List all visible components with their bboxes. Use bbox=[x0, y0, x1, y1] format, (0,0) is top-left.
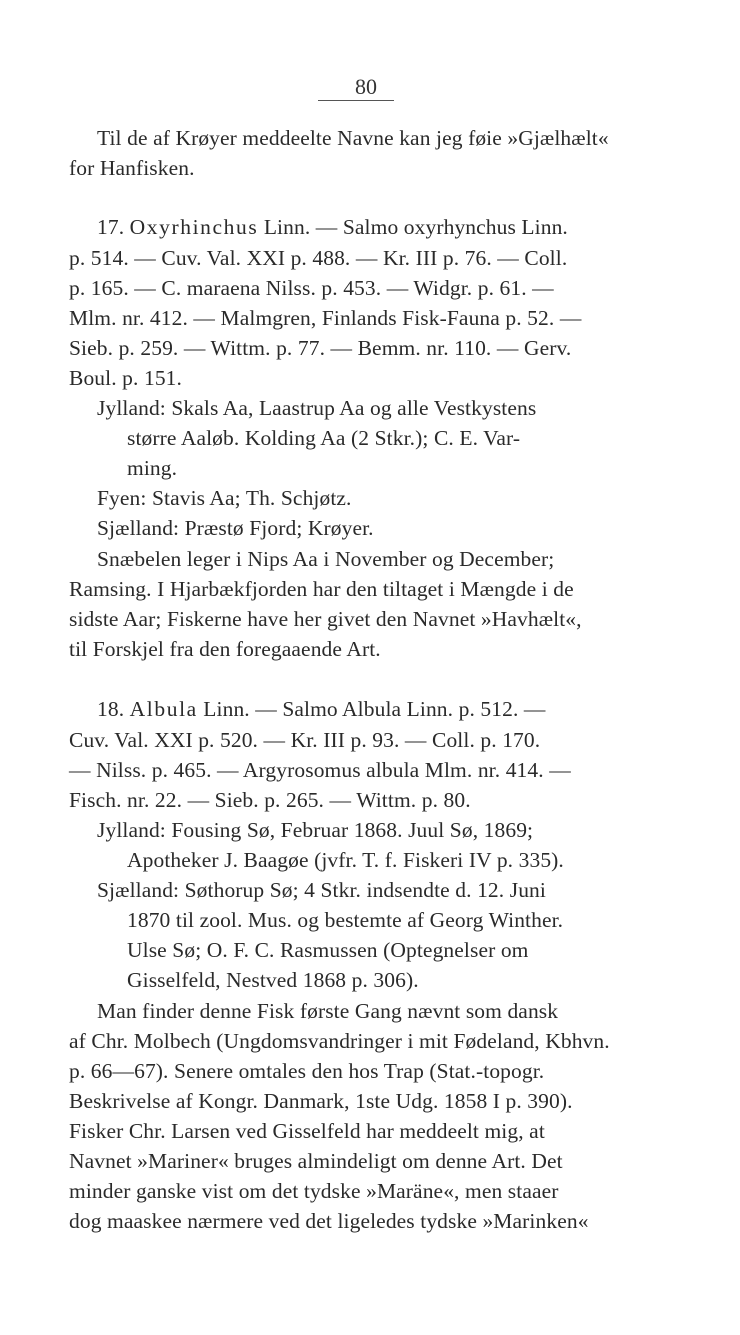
entry-17-locality: Jylland: Skals Aa, Laastrup Aa og alle Vestkystens bbox=[97, 396, 537, 420]
entry-17-ref-line: Sieb. p. 259. — Wittm. p. 77. — Bemm. nr. 110. — Gerv. bbox=[69, 336, 572, 360]
entry-18-heading bbox=[97, 696, 546, 722]
entry-17-number: 17. bbox=[97, 215, 125, 239]
entry-18-locality: Sjælland: Søthorup Sø; 4 Stkr. indsendte d. 12. Juni bbox=[97, 878, 546, 902]
entry-18-note: minder ganske vist om det tydske »Maräne«, men staaer bbox=[69, 1179, 559, 1203]
entry-18-note: Man finder denne Fisk første Gang nævnt som dansk bbox=[97, 999, 559, 1023]
entry-18-note: Beskrivelse af Kongr. Danmark, 1ste Udg. 1858 I p. 390). bbox=[69, 1089, 573, 1113]
entry-17-note: sidste Aar; Fiskerne have her givet den Navnet »Havhælt«, bbox=[69, 607, 582, 631]
entry-18-note: af Chr. Molbech (Ungdomsvandringer i mit Fødeland, Kbhvn. bbox=[69, 1029, 610, 1053]
entry-17-locality: Sjælland: Præstø Fjord; Krøyer. bbox=[97, 516, 374, 540]
entry-18-head-text: Linn. — Salmo Albula Linn. p. 512. — bbox=[203, 697, 546, 721]
entry-17-note: til Forskjel fra den foregaaende Art. bbox=[69, 637, 381, 661]
entry-18-locality: 1870 til zool. Mus. og bestemte af Georg Winther. bbox=[127, 908, 564, 932]
entry-17-heading bbox=[97, 214, 568, 240]
intro-line-2: for Hanfisken. bbox=[69, 156, 195, 180]
entry-18-ref-line: Cuv. Val. XXI p. 520. — Kr. III p. 93. — Coll. p. 170. bbox=[69, 728, 541, 752]
entry-17-ref-line: p. 514. — Cuv. Val. XXI p. 488. — Kr. III p. 76. — Coll. bbox=[69, 246, 568, 270]
intro-line-1: Til de af Krøyer meddeelte Navne kan jeg føie »Gjælhælt« bbox=[97, 126, 609, 150]
entry-18-ref-line: — Nilss. p. 465. — Argyrosomus albula Mlm. nr. 414. — bbox=[69, 758, 571, 782]
entry-17-note: Ramsing. I Hjarbækfjorden har den tiltaget i Mængde i de bbox=[69, 577, 574, 601]
entry-18-note: Fisker Chr. Larsen ved Gisselfeld har meddeelt mig, at bbox=[69, 1119, 545, 1143]
entry-18-ref-line: Fisch. nr. 22. — Sieb. p. 265. — Wittm. p. 80. bbox=[69, 788, 471, 812]
entry-18-note: dog maaskee nærmere ved det ligeledes tydske »Marinken« bbox=[69, 1209, 589, 1233]
entry-18-locality: Apotheker J. Baagøe (jvfr. T. f. Fiskeri IV p. 335). bbox=[127, 848, 564, 872]
entry-18-number: 18. bbox=[97, 697, 125, 721]
entry-17-ref-line: Mlm. nr. 412. — Malmgren, Finlands Fisk-Fauna p. 52. — bbox=[69, 306, 582, 330]
entry-18-note: Navnet »Mariner« bruges almindeligt om denne Art. Det bbox=[69, 1149, 563, 1173]
entry-18-genus: Albula bbox=[129, 697, 198, 721]
entry-18-note: p. 66—67). Senere omtales den hos Trap (Stat.-topogr. bbox=[69, 1059, 545, 1083]
entry-17-note: Snæbelen leger i Nips Aa i November og December; bbox=[97, 547, 555, 571]
entry-17-locality: ming. bbox=[127, 456, 178, 480]
page-number: 80 bbox=[355, 74, 377, 99]
entry-17-ref-line: Boul. p. 151. bbox=[69, 366, 182, 390]
entry-17-locality: Fyen: Stavis Aa; Th. Schjøtz. bbox=[97, 486, 352, 510]
entry-17-ref-line: p. 165. — C. maraena Nilss. p. 453. — Widgr. p. 61. — bbox=[69, 276, 554, 300]
page-number-underline bbox=[318, 100, 394, 101]
entry-18-locality: Jylland: Fousing Sø, Februar 1868. Juul Sø, 1869; bbox=[97, 818, 534, 842]
entry-18-locality: Ulse Sø; O. F. C. Rasmussen (Optegnelser om bbox=[127, 938, 529, 962]
entry-18-locality: Gisselfeld, Nestved 1868 p. 306). bbox=[127, 968, 419, 992]
entry-17-head-text: Linn. — Salmo oxyrhynchus Linn. bbox=[263, 215, 568, 239]
entry-17-locality: større Aaløb. Kolding Aa (2 Stkr.); C. E. Var- bbox=[127, 426, 521, 450]
entry-17-genus: Oxyrhinchus bbox=[129, 215, 259, 239]
